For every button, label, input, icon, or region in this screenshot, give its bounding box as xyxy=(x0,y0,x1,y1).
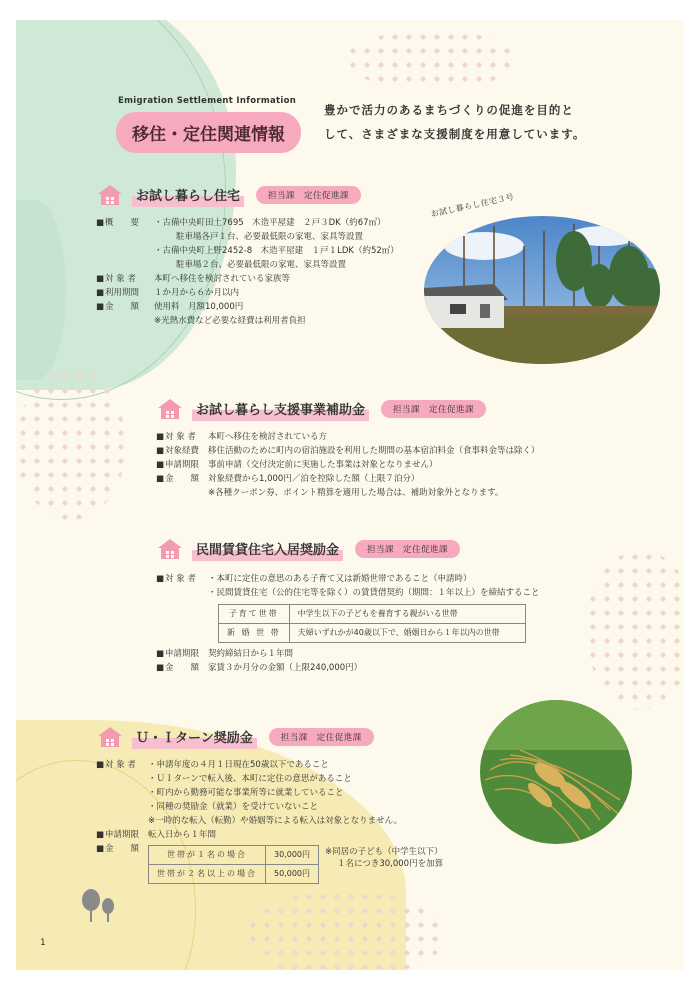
department-tag: 担当課 定住促進課 xyxy=(355,540,460,558)
info-row xyxy=(156,647,540,661)
info-row xyxy=(96,314,399,328)
info-row xyxy=(96,300,399,314)
subtitle: Emigration Settlement Information xyxy=(118,96,297,106)
section-title: お試し暮らし住宅 xyxy=(132,182,244,207)
lead-line-2: して、さまざまな支援制度を用意しています。 xyxy=(324,127,586,141)
info-row xyxy=(96,272,399,286)
row-value: 本町へ移住を検討されている方 xyxy=(208,432,328,442)
row-value: 事前申請（交付決定前に実施した事業は対象となりません） xyxy=(208,460,438,470)
info-row xyxy=(96,244,399,258)
info-row xyxy=(156,430,540,444)
row-value: ※光熱水費など必要な経費は利用者負担 xyxy=(154,316,306,326)
department-tag: 担当課 定住促進課 xyxy=(381,400,486,418)
page-title: 移住・定住関連情報 xyxy=(116,112,301,153)
page-number: 1 xyxy=(40,938,46,948)
table-row xyxy=(219,624,526,643)
decorative-line xyxy=(16,20,226,400)
row-label: ■ 対 象 者 xyxy=(156,572,208,586)
house-icon xyxy=(98,727,122,747)
household-table xyxy=(218,604,526,643)
row-value: ・町内から勤務可能な事業所等に就業していること xyxy=(148,788,344,798)
lead-text xyxy=(324,98,624,146)
row-value: 対象経費から1,000円／泊を控除した額（上限７泊分） xyxy=(208,474,420,484)
row-label: ■ 申請期限 xyxy=(96,828,148,842)
house-icon xyxy=(158,399,182,419)
lead-line-1: 豊かで活力のあるまちづくりの促進を目的と xyxy=(324,103,574,117)
info-row xyxy=(96,842,443,884)
trial-house-photo xyxy=(424,216,660,364)
row-label: ■ 対象経費 xyxy=(156,444,208,458)
table-cell: 30,000円 xyxy=(266,846,319,865)
table-row xyxy=(149,865,319,884)
photo-caption: お試し暮らし住宅３号 xyxy=(429,192,516,219)
row-value: ・古備中央町田土7695 木造平屋建 ２戸３DK（約67㎡） xyxy=(154,218,386,228)
section-rental-subsidy-info xyxy=(156,572,540,675)
note-line: １名につき30,000円を加算 xyxy=(337,859,444,869)
row-value: 転入日から１年間 xyxy=(148,830,217,840)
info-row xyxy=(156,486,540,500)
dot-pattern xyxy=(246,890,446,970)
row-label: ■ 対 象 者 xyxy=(96,758,148,772)
row-label: ■ 金 額 xyxy=(156,472,208,486)
row-value: ・本町に定住の意思のある子育て又は新婚世帯であること（申請時） xyxy=(208,574,472,584)
page xyxy=(16,20,684,970)
info-row xyxy=(96,786,443,800)
row-value: 駐車場２台、必要最低限の家電、家具等設置 xyxy=(176,260,347,270)
department-tag: 担当課 定住促進課 xyxy=(256,186,361,204)
row-value: 駐車場各戸１台、必要最低限の家電、家具等設置 xyxy=(176,232,364,242)
table-cell: 世帯が１名の場合 xyxy=(149,846,266,865)
table-cell: 子育て世帯 xyxy=(219,605,290,624)
row-value: ・古備中央町上野2452-8 木造平屋建 １戸１LDK（約52㎡） xyxy=(154,246,399,256)
section-trial-subsidy-info xyxy=(156,430,540,500)
info-row xyxy=(96,814,443,828)
info-row xyxy=(156,458,540,472)
info-row xyxy=(156,472,540,486)
tree-icon xyxy=(80,888,120,924)
section-trial-housing-info xyxy=(96,216,399,328)
row-value: １か月から６か月以内 xyxy=(154,288,240,298)
row-label: ■ 金 額 xyxy=(96,300,154,314)
row-label: ■ 金 額 xyxy=(96,842,148,856)
row-value: 移住活動のために町内の宿泊施設を利用した期間の基本宿泊料金（食事料金等は除く） xyxy=(208,446,540,456)
row-label: ■ 申請期限 xyxy=(156,647,208,661)
dot-pattern xyxy=(346,30,516,90)
section-ui-turn-header xyxy=(98,724,374,749)
table-cell: 50,000円 xyxy=(266,865,319,884)
dot-pattern xyxy=(16,370,126,520)
row-value: 家賃３か月分の金額（上限240,000円） xyxy=(208,663,363,673)
rice-photo xyxy=(480,700,632,844)
info-row xyxy=(96,758,443,772)
row-value: 本町へ移住を検討されている家族等 xyxy=(154,274,291,284)
row-label: ■ 対 象 者 xyxy=(156,430,208,444)
section-title: お試し暮らし支援事業補助金 xyxy=(192,396,369,421)
table-row xyxy=(149,846,319,865)
row-label: ■ 概 要 xyxy=(96,216,154,230)
table-cell: 新 婚 世 帯 xyxy=(219,624,290,643)
info-row xyxy=(96,772,443,786)
row-value: ・民間賃貸住宅（公的住宅等を除く）の賃貸借契約（期間：１年以上）を締結すること xyxy=(208,588,540,598)
row-value: ・申請年度の４月１日現在50歳以下であること xyxy=(148,760,329,770)
row-value: ・ＵＩターンで転入後、本町に定住の意思があること xyxy=(148,774,352,784)
row-value: ・同種の奨励金（就業）を受けていないこと xyxy=(148,802,319,812)
section-ui-turn-info xyxy=(96,758,443,884)
info-row xyxy=(96,800,443,814)
table-cell: 中学生以下の子どもを養育する親がいる世帯 xyxy=(289,605,525,624)
section-title: Ｕ・Ｉターン奨励金 xyxy=(132,724,257,749)
house-icon xyxy=(158,539,182,559)
dot-pattern xyxy=(586,550,684,710)
house-icon xyxy=(98,185,122,205)
row-label: ■ 金 額 xyxy=(156,661,208,675)
department-tag: 担当課 定住促進課 xyxy=(269,728,374,746)
section-trial-housing-header xyxy=(98,182,361,207)
info-row xyxy=(96,258,399,272)
info-row xyxy=(156,661,540,675)
section-title: 民間賃貸住宅入居奨励金 xyxy=(192,536,343,561)
info-row xyxy=(156,586,540,600)
table-cell: 世帯が２名以上の場合 xyxy=(149,865,266,884)
info-row xyxy=(96,216,399,230)
row-value: 使用料 月額10,000円 xyxy=(154,302,244,312)
row-label: ■ 申請期限 xyxy=(156,458,208,472)
info-row xyxy=(156,572,540,586)
row-label: ■ 対 象 者 xyxy=(96,272,154,286)
table-cell: 夫婦いずれかが40歳以下で、婚姻日から１年以内の世帯 xyxy=(289,624,525,643)
table-row xyxy=(219,605,526,624)
section-trial-subsidy-header xyxy=(158,396,486,421)
info-row xyxy=(96,286,399,300)
row-value: ※一時的な転入（転勤）や婚姻等による転入は対象となりません。 xyxy=(148,816,403,826)
row-value: 契約締結日から１年間 xyxy=(208,649,294,659)
note-line: ※同居の子ども（中学生以下） xyxy=(325,847,443,857)
amount-note xyxy=(325,846,443,870)
row-label: ■ 利用期間 xyxy=(96,286,154,300)
row-value: ※各種クーポン券、ポイント精算を適用した場合は、補助対象外となります。 xyxy=(208,488,504,498)
info-row xyxy=(156,444,540,458)
amount-table xyxy=(148,845,319,884)
info-row xyxy=(96,828,443,842)
info-row xyxy=(96,230,399,244)
section-rental-subsidy-header xyxy=(158,536,460,561)
